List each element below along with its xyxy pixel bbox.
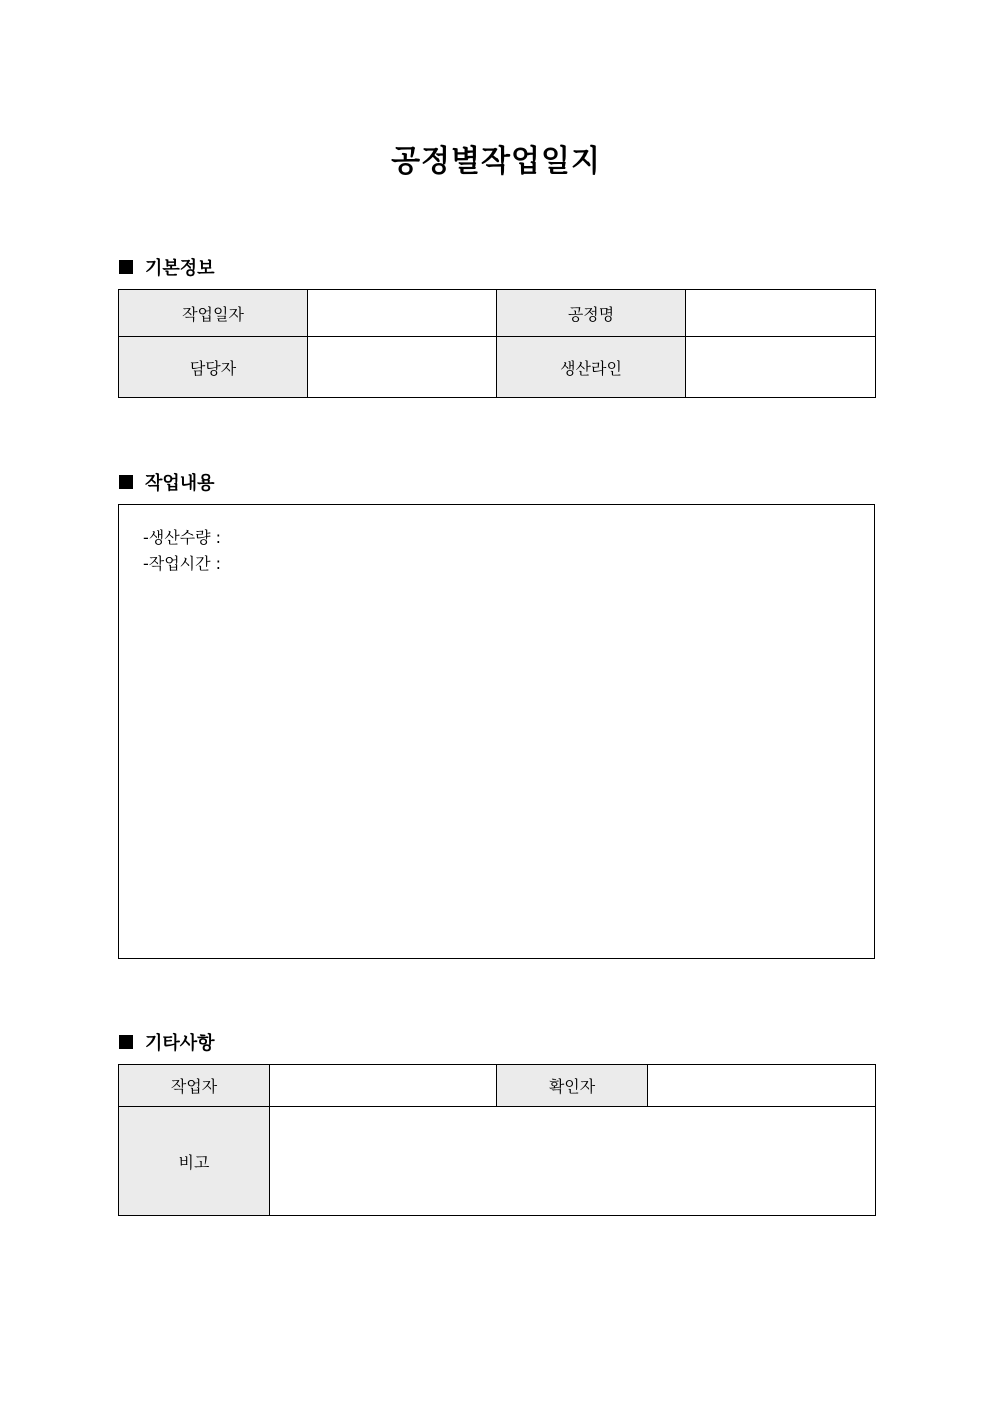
section-heading-work-label: 작업내용 xyxy=(145,473,215,494)
remarks-label: 비고 xyxy=(119,1107,270,1216)
section-heading-other xyxy=(119,1029,215,1055)
production-quantity-line: -생산수량 : xyxy=(143,528,222,547)
section-heading-basic xyxy=(119,254,215,280)
table-row xyxy=(119,290,876,337)
section-heading-other-label: 기타사항 xyxy=(145,1033,215,1054)
other-info-table xyxy=(118,1064,876,1216)
work-date-field[interactable] xyxy=(308,290,497,337)
work-date-label: 작업일자 xyxy=(119,290,308,337)
page-title: 공정별작업일지 xyxy=(391,144,601,179)
process-name-field[interactable] xyxy=(686,290,876,337)
table-row xyxy=(119,1065,876,1107)
square-bullet-icon xyxy=(119,260,133,274)
confirmer-label: 확인자 xyxy=(497,1065,648,1107)
square-bullet-icon xyxy=(119,1035,133,1049)
table-row xyxy=(119,1107,876,1216)
process-name-label: 공정명 xyxy=(497,290,686,337)
production-line-label: 생산라인 xyxy=(497,337,686,398)
square-bullet-icon xyxy=(119,475,133,489)
worker-label: 작업자 xyxy=(119,1065,270,1107)
work-time-line: -작업시간 : xyxy=(143,554,222,573)
basic-info-table xyxy=(118,289,876,398)
table-row xyxy=(119,337,876,398)
remarks-field[interactable] xyxy=(270,1107,876,1216)
manager-field[interactable] xyxy=(308,337,497,398)
section-heading-work xyxy=(119,469,215,495)
work-content-box[interactable] xyxy=(118,504,875,959)
section-heading-basic-label: 기본정보 xyxy=(145,258,215,279)
production-line-field[interactable] xyxy=(686,337,876,398)
worker-field[interactable] xyxy=(270,1065,497,1107)
confirmer-field[interactable] xyxy=(648,1065,876,1107)
manager-label: 담당자 xyxy=(119,337,308,398)
